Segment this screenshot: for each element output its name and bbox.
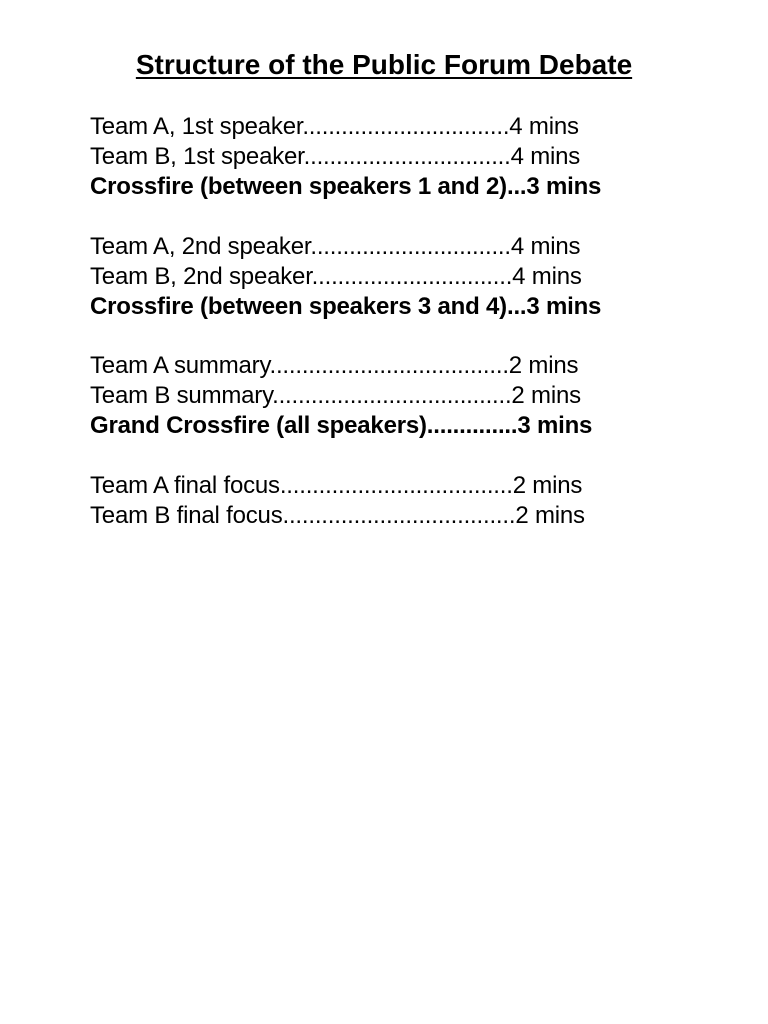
schedule-row: Team A, 1st speaker................................4 mins — [90, 113, 579, 140]
schedule-group-rebuttal — [90, 232, 730, 322]
schedule-row: Team B final focus....................................2 mins — [90, 501, 585, 529]
schedule-row-crossfire: Crossfire (between speakers 3 and 4)...3 mins — [90, 292, 602, 320]
schedule-row: Team B, 2nd speaker...............................4 mins — [90, 262, 582, 290]
debate-schedule — [90, 112, 730, 560]
schedule-row-crossfire: Crossfire (between speakers 1 and 2)...3 mins — [90, 173, 602, 200]
schedule-group-final-focus — [90, 471, 730, 531]
schedule-row: Team A, 2nd speaker...............................4 mins — [90, 232, 581, 260]
schedule-row-grand-crossfire: Grand Crossfire (all speakers)..............3 mins — [90, 412, 593, 439]
schedule-group-constructive — [90, 112, 730, 202]
schedule-row: Team B summary.....................................2 mins — [90, 382, 581, 409]
schedule-row: Team B, 1st speaker................................4 mins — [90, 143, 581, 170]
schedule-row: Team A final focus....................................2 mins — [90, 471, 583, 499]
schedule-group-summary — [90, 351, 730, 441]
schedule-row: Team A summary.....................................2 mins — [90, 352, 579, 379]
page-title: Structure of the Public Forum Debate — [135, 49, 633, 80]
